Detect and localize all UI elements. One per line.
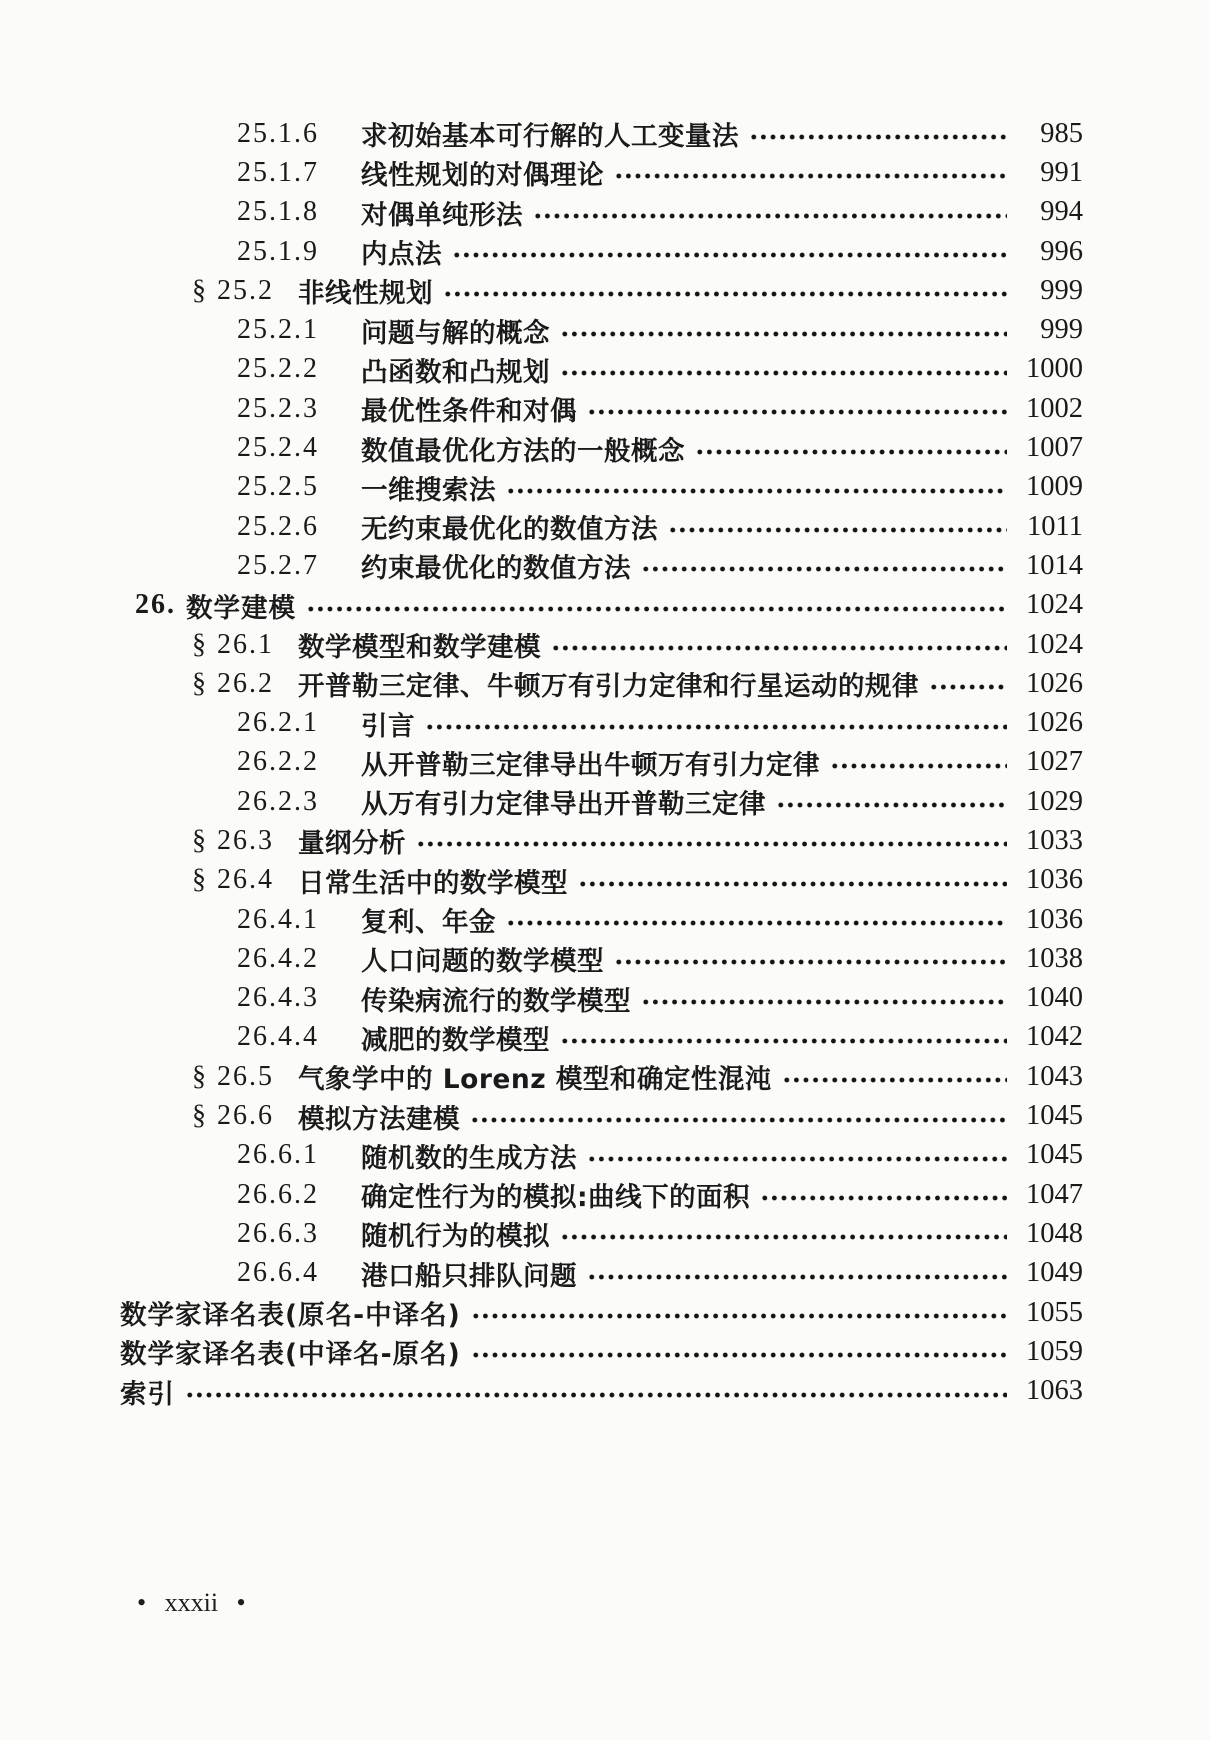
entry-title: 线性规划的对偶理论 [361, 160, 604, 192]
entry-title: 数学模型和数学建模 [298, 632, 541, 663]
toc-entry [0, 979, 1210, 1018]
leader-dots [614, 170, 1007, 182]
leader-dots [470, 1114, 1007, 1126]
entry-number: 25.1.7 [237, 156, 319, 188]
entry-number: § 26.3 [192, 824, 274, 856]
entry-number: 26.4.1 [237, 903, 319, 935]
leader-dots [587, 1153, 1007, 1165]
toc-entry [0, 232, 1210, 271]
toc-entry [0, 310, 1210, 349]
leader-dots [830, 760, 1007, 772]
entry-page-number: 1014 [1026, 549, 1083, 581]
entry-title: 日常生活中的数学模型 [298, 867, 568, 899]
entry-page-number: 1038 [1026, 942, 1083, 974]
toc-entry [0, 1136, 1210, 1175]
leader-dots [760, 1192, 1007, 1204]
entry-page-number: 1063 [1026, 1375, 1083, 1407]
entry-number: 26.6.4 [237, 1257, 319, 1289]
entry-title: 约束最优化的数值方法 [361, 553, 631, 585]
leader-dots [306, 603, 1007, 615]
toc-entry [0, 193, 1210, 232]
entry-title: 非线性规划 [298, 278, 433, 310]
toc-entry [0, 703, 1210, 742]
entry-title: 传染病流行的数学模型 [361, 985, 631, 1017]
toc-entry [0, 153, 1210, 192]
entry-page-number: 1002 [1026, 392, 1083, 424]
leader-dots [614, 956, 1007, 968]
entry-number: 25.1.9 [237, 235, 319, 267]
toc-entry [0, 428, 1210, 467]
entry-title: 随机行为的模拟 [361, 1221, 550, 1253]
leader-dots [443, 288, 1007, 300]
entry-title: 索引 [120, 1378, 175, 1410]
entry-number: 25.2.4 [237, 432, 319, 464]
entry-title: 随机数的生成方法 [361, 1142, 577, 1174]
entry-page-number: 1045 [1026, 1139, 1083, 1171]
entry-number: 25.1.8 [237, 196, 319, 228]
toc-entry [0, 1332, 1210, 1371]
entry-title: 求初始基本可行解的人工变量法 [361, 121, 739, 153]
entry-title: 一维搜索法 [361, 474, 496, 506]
entry-number: 26.2.1 [237, 707, 319, 739]
entry-title: 从万有引力定律导出开普勒三定律 [361, 789, 766, 821]
leader-dots [551, 642, 1007, 654]
page-number-footer: • xxxii • [137, 1588, 246, 1617]
entry-title: 凸函数和凸规划 [361, 356, 550, 388]
entry-number: 25.2.1 [237, 314, 319, 346]
entry-page-number: 1036 [1026, 903, 1083, 935]
entry-title: 开普勒三定律、牛顿万有引力定律和行星运动的规律 [298, 671, 919, 703]
toc-entry [0, 743, 1210, 782]
leader-dots [506, 917, 1007, 929]
leader-dots [782, 1074, 1007, 1086]
leader-dots [776, 799, 1007, 811]
entry-title: 问题与解的概念 [361, 317, 550, 349]
leader-dots [425, 721, 1007, 733]
entry-page-number: 1042 [1026, 1021, 1083, 1053]
entry-number: 26.6.2 [237, 1178, 319, 1210]
toc-entry [0, 1214, 1210, 1253]
entry-number: § 25.2 [192, 274, 274, 306]
entry-number: 25.1.6 [237, 117, 319, 149]
entry-page-number: 1059 [1026, 1335, 1083, 1367]
entry-title: 内点法 [361, 239, 442, 271]
entry-page-number: 994 [1040, 196, 1083, 228]
entry-number: 26.6.3 [237, 1217, 319, 1249]
entry-title: 复利、年金 [361, 907, 496, 939]
entry-title: 气象学中的 Lorenz 模型和确定性混沌 [298, 1064, 772, 1096]
toc-entry [0, 939, 1210, 978]
entry-page-number: 1043 [1026, 1060, 1083, 1092]
toc-entry [0, 1254, 1210, 1293]
entry-title: 模拟方法建模 [298, 1103, 460, 1135]
entry-title: 量纲分析 [298, 828, 406, 860]
leader-dots [560, 328, 1007, 340]
leader-dots [185, 1389, 1007, 1401]
leader-dots [929, 681, 1007, 693]
entry-page-number: 1033 [1026, 824, 1083, 856]
entry-number: 25.2.2 [237, 353, 319, 385]
entry-page-number: 1027 [1026, 746, 1083, 778]
entry-number: 26.4.3 [237, 982, 319, 1014]
entry-title: 最优性条件和对偶 [361, 396, 577, 428]
entry-title: 数学家译名表(原名-中译名) [120, 1300, 461, 1332]
entry-title: 数学建模 [186, 592, 296, 624]
leader-dots [471, 1310, 1007, 1322]
entry-page-number: 1036 [1026, 864, 1083, 896]
entry-number: 26. [135, 589, 176, 621]
entry-page-number: 1045 [1026, 1100, 1083, 1132]
toc-entry [0, 821, 1210, 860]
entry-page-number: 991 [1040, 156, 1083, 188]
entry-page-number: 1040 [1026, 982, 1083, 1014]
toc-entry [0, 389, 1210, 428]
entry-page-number: 1011 [1027, 510, 1083, 542]
entry-page-number: 1049 [1026, 1257, 1083, 1289]
entry-page-number: 999 [1040, 314, 1083, 346]
entry-page-number: 1026 [1026, 667, 1083, 699]
entry-page-number: 985 [1040, 117, 1083, 149]
entry-title: 数值最优化方法的一般概念 [361, 435, 685, 467]
toc-list [0, 114, 1210, 1411]
toc-entry [0, 507, 1210, 546]
toc-entry [0, 271, 1210, 310]
toc-entry [0, 1175, 1210, 1214]
toc-entry [0, 468, 1210, 507]
entry-number: § 26.1 [192, 628, 274, 660]
entry-title: 数学家译名表(中译名-原名) [120, 1339, 461, 1371]
toc-entry [0, 625, 1210, 664]
toc-entry [0, 1372, 1210, 1411]
leader-dots [749, 131, 1007, 143]
leader-dots [506, 485, 1007, 497]
toc-entry [0, 664, 1210, 703]
leader-dots [578, 878, 1007, 890]
toc-entry [0, 586, 1210, 625]
leader-dots [416, 838, 1007, 850]
entry-number: 26.2.2 [237, 746, 319, 778]
entry-number: 25.2.7 [237, 549, 319, 581]
leader-dots [695, 446, 1007, 458]
entry-number: § 26.6 [192, 1100, 274, 1132]
toc-entry [0, 861, 1210, 900]
entry-page-number: 1047 [1026, 1178, 1083, 1210]
leader-dots [560, 1231, 1007, 1243]
entry-page-number: 1009 [1026, 471, 1083, 503]
toc-entry [0, 546, 1210, 585]
entry-number: 25.2.3 [237, 392, 319, 424]
toc-entry [0, 1096, 1210, 1135]
toc-entry [0, 900, 1210, 939]
toc-entry [0, 1293, 1210, 1332]
entry-number: 26.6.1 [237, 1139, 319, 1171]
entry-number: 26.4.4 [237, 1021, 319, 1053]
entry-title: 确定性行为的模拟:曲线下的面积 [361, 1182, 751, 1214]
entry-title: 人口问题的数学模型 [361, 946, 604, 978]
entry-page-number: 1000 [1026, 353, 1083, 385]
entry-page-number: 1029 [1026, 785, 1083, 817]
entry-page-number: 1048 [1026, 1217, 1083, 1249]
leader-dots [533, 210, 1007, 222]
entry-number: § 26.5 [192, 1060, 274, 1092]
leader-dots [560, 367, 1007, 379]
entry-number: 25.2.5 [237, 471, 319, 503]
entry-page-number: 1026 [1026, 707, 1083, 739]
leader-dots [641, 563, 1007, 575]
toc-entry [0, 350, 1210, 389]
entry-page-number: 1024 [1026, 589, 1083, 621]
toc-entry [0, 1057, 1210, 1096]
entry-title: 减肥的数学模型 [361, 1024, 550, 1056]
entry-number: 26.2.3 [237, 785, 319, 817]
entry-title: 从开普勒三定律导出牛顿万有引力定律 [361, 749, 820, 781]
entry-title: 引言 [361, 710, 415, 742]
entry-page-number: 1007 [1026, 432, 1083, 464]
entry-title: 港口船只排队问题 [361, 1260, 577, 1292]
entry-title: 无约束最优化的数值方法 [361, 514, 658, 546]
entry-number: 26.4.2 [237, 942, 319, 974]
entry-page-number: 996 [1040, 235, 1083, 267]
leader-dots [641, 996, 1007, 1008]
leader-dots [668, 524, 1007, 536]
toc-entry [0, 1018, 1210, 1057]
entry-page-number: 1024 [1026, 628, 1083, 660]
entry-page-number: 1055 [1026, 1296, 1083, 1328]
entry-page-number: 999 [1040, 274, 1083, 306]
leader-dots [452, 249, 1007, 261]
entry-number: 25.2.6 [237, 510, 319, 542]
leader-dots [560, 1035, 1007, 1047]
entry-title: 对偶单纯形法 [361, 199, 523, 231]
toc-entry [0, 782, 1210, 821]
entry-number: § 26.4 [192, 864, 274, 896]
leader-dots [587, 406, 1007, 418]
leader-dots [471, 1349, 1007, 1361]
entry-number: § 26.2 [192, 667, 274, 699]
leader-dots [587, 1271, 1007, 1283]
toc-entry [0, 114, 1210, 153]
